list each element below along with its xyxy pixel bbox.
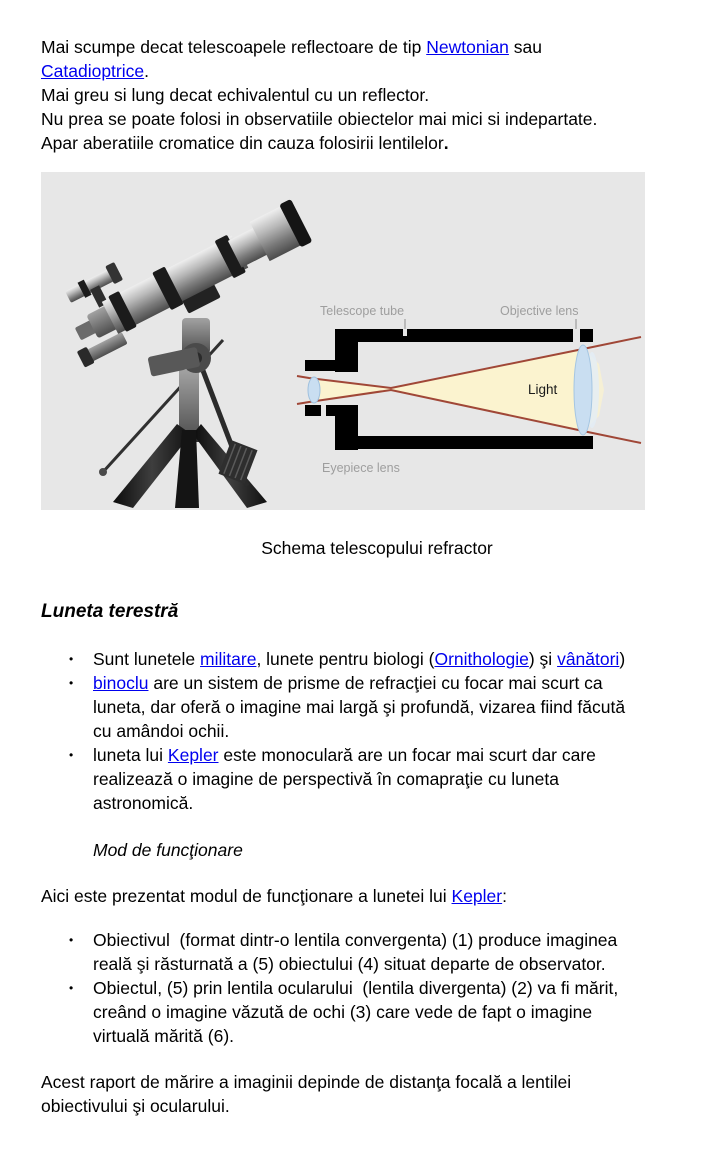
document-page: [41, 35, 713, 1118]
link-kepler[interactable]: Kepler: [167, 745, 219, 765]
functionare-bullet-list: [41, 928, 713, 1048]
link-kepler-2[interactable]: Kepler: [451, 886, 503, 906]
intro-text: .: [144, 61, 149, 81]
link-binoclu[interactable]: binoclu: [93, 673, 149, 693]
luneta-bullet-list: [41, 647, 713, 815]
label-eyepiece-lens: Eyepiece lens: [322, 461, 400, 475]
intro-paragraph: [41, 35, 713, 155]
link-newtonian[interactable]: Newtonian: [426, 37, 509, 57]
list-item: • luneta lui Kepler este monoculară are un focar mai scurt dar care realizează o imagine de perspectivă în comapraţie cu luneta astronomică.: [93, 743, 713, 815]
intro-text: Mai greu si lung decat echivalentul cu un reflector.: [41, 85, 430, 105]
label-objective-lens: Objective lens: [500, 304, 579, 318]
label-light: Light: [528, 382, 558, 397]
intro-text: Mai scumpe decat telescoapele reflectoare de tip: [41, 37, 427, 57]
link-militare[interactable]: militare: [200, 649, 257, 669]
link-catadioptrice[interactable]: Catadioptrice: [41, 61, 145, 81]
closing-paragraph: Acest raport de mărire a imaginii depinde de distanţa focală a lentilei obiectivului şi ocularului.: [41, 1072, 572, 1116]
list-item: • binoclu are un sistem de prisme de refracţiei cu focar mai scurt ca luneta, dar oferă o imagine mai largă şi profundă, vizarea fiind făcută cu amândoi ochii.: [93, 671, 713, 743]
telescope-figure-svg: [41, 172, 645, 510]
link-ornithologie[interactable]: Ornithologie: [434, 649, 529, 669]
figure-caption: Schema telescopului refractor: [261, 538, 493, 558]
list-item: • Obiectul, (5) prin lentila ocularului (lentila divergenta) (2) va fi mărit, creând o imagine văzută de ochi (3) care vede de fapt o imagine virtuală mărită (6).: [93, 976, 713, 1048]
eyepiece-lens-shape: [308, 377, 320, 403]
label-telescope-tube: Telescope tube: [320, 304, 405, 318]
subheading-mod-de-functionare: Mod de funcţionare: [93, 840, 243, 860]
kepler-intro-line: Aici este prezentat modul de funcţionare a lunetei lui Kepler:: [41, 886, 507, 906]
intro-text: sau: [508, 37, 542, 57]
list-item: • Obiectivul (format dintr-o lentila convergenta) (1) produce imaginea reală şi răsturnată a (5) obiectului (4) situat departe de observator.: [93, 928, 713, 976]
telescope-image: [41, 172, 645, 510]
link-vanatori[interactable]: vânători: [557, 649, 620, 669]
intro-text: .: [443, 133, 449, 153]
section-heading-luneta-terestra: Luneta terestră: [41, 601, 179, 622]
objective-lens-shape: [574, 345, 592, 435]
intro-text: Apar aberatiile cromatice din cauza folosirii lentilelor: [41, 133, 444, 153]
list-item: • Sunt lunetele militare, lunete pentru biologi (Ornithologie) şi vânători): [93, 647, 713, 671]
intro-text: Nu prea se poate folosi in observatiile obiectelor mai mici si indepartate.: [41, 109, 598, 129]
